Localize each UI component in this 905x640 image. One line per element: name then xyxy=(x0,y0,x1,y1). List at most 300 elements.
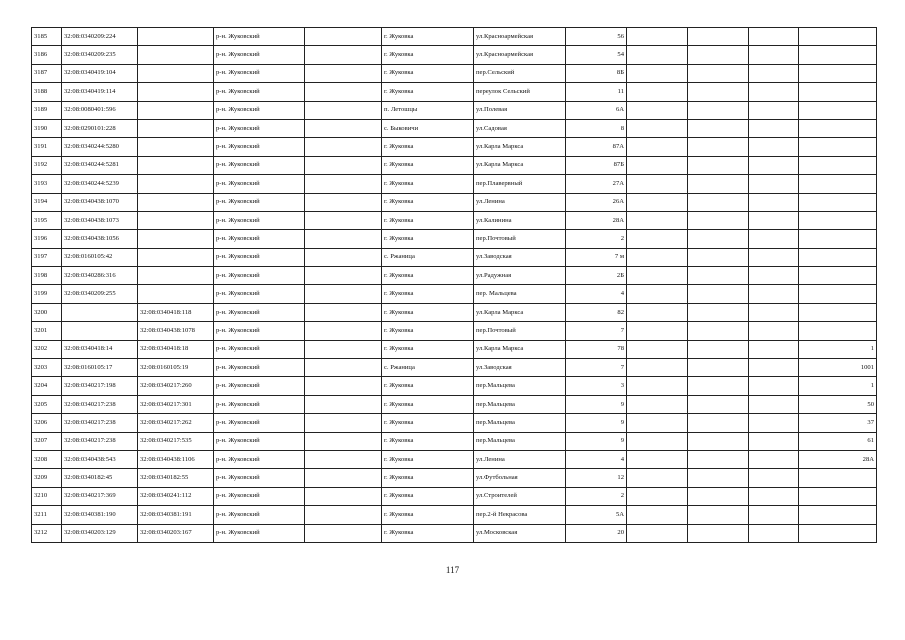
cell-blank-b xyxy=(627,211,688,229)
cell-locality: с. Быковичи xyxy=(382,119,474,137)
cell-blank-d xyxy=(749,377,799,395)
cell-street: ул.Карла Маркса xyxy=(474,340,566,358)
cell-district: р-н. Жуковский xyxy=(214,524,305,542)
cell-district: р-н. Жуковский xyxy=(214,450,305,468)
cell-blank-b xyxy=(627,469,688,487)
cell-locality: г. Жуковка xyxy=(382,506,474,524)
cell-cadastral-number xyxy=(62,322,138,340)
cell-unit-number: 1 xyxy=(799,377,877,395)
cell-blank-b xyxy=(627,377,688,395)
cell-locality: г. Жуковка xyxy=(382,414,474,432)
cell-district: р-н. Жуковский xyxy=(214,267,305,285)
cell-cadastral-number: 32:08:0340209:235 xyxy=(62,46,138,64)
cell-blank-d xyxy=(749,524,799,542)
cell-blank-a xyxy=(305,450,382,468)
cell-house-number: 87А xyxy=(566,138,627,156)
cell-district: р-н. Жуковский xyxy=(214,193,305,211)
cell-blank-b xyxy=(627,267,688,285)
cell-parent-cadastral-number xyxy=(138,101,214,119)
cell-district: р-н. Жуковский xyxy=(214,101,305,119)
cell-parent-cadastral-number: 32:08:0340381:191 xyxy=(138,506,214,524)
cell-house-number: 56 xyxy=(566,28,627,46)
table-row xyxy=(32,432,877,450)
cell-street: ул.Заводская xyxy=(474,248,566,266)
cell-blank-d xyxy=(749,193,799,211)
cell-blank-b xyxy=(627,487,688,505)
cell-locality: г. Жуковка xyxy=(382,303,474,321)
cell-parent-cadastral-number: 32:08:0340438:1106 xyxy=(138,450,214,468)
cell-blank-b xyxy=(627,138,688,156)
table-row xyxy=(32,138,877,156)
cell-blank-c xyxy=(688,119,749,137)
cell-row-number: 3199 xyxy=(32,285,62,303)
cell-locality: г. Жуковка xyxy=(382,138,474,156)
cell-district: р-н. Жуковский xyxy=(214,156,305,174)
cell-row-number: 3211 xyxy=(32,506,62,524)
cell-blank-a xyxy=(305,414,382,432)
table-row xyxy=(32,377,877,395)
cell-house-number: 5А xyxy=(566,506,627,524)
cell-locality: г. Жуковка xyxy=(382,285,474,303)
cell-blank-c xyxy=(688,211,749,229)
cell-unit-number xyxy=(799,267,877,285)
cell-street: пер.Мальцева xyxy=(474,377,566,395)
cell-row-number: 3194 xyxy=(32,193,62,211)
cell-parent-cadastral-number: 32:08:0340182:55 xyxy=(138,469,214,487)
cell-row-number: 3206 xyxy=(32,414,62,432)
cell-street: пер.Мальцева xyxy=(474,432,566,450)
cell-cadastral-number: 32:08:0340217:238 xyxy=(62,395,138,413)
cell-blank-d xyxy=(749,175,799,193)
cell-street: ул.Ленина xyxy=(474,193,566,211)
cell-house-number: 7 xyxy=(566,359,627,377)
cell-blank-a xyxy=(305,28,382,46)
cell-street: ул.Карла Маркса xyxy=(474,138,566,156)
cell-parent-cadastral-number xyxy=(138,138,214,156)
cell-cadastral-number: 32:08:0340418:14 xyxy=(62,340,138,358)
cell-street: ул.Футбольная xyxy=(474,469,566,487)
table-row xyxy=(32,524,877,542)
cell-unit-number xyxy=(799,303,877,321)
cell-blank-c xyxy=(688,138,749,156)
cell-cadastral-number: 32:08:0340286:316 xyxy=(62,267,138,285)
cell-blank-a xyxy=(305,175,382,193)
cell-district: р-н. Жуковский xyxy=(214,340,305,358)
cell-blank-d xyxy=(749,156,799,174)
cell-locality: г. Жуковка xyxy=(382,64,474,82)
cell-street: ул.Карла Маркса xyxy=(474,303,566,321)
cell-house-number: 26А xyxy=(566,193,627,211)
cell-parent-cadastral-number: 32:08:0340438:1078 xyxy=(138,322,214,340)
cell-blank-a xyxy=(305,138,382,156)
cell-unit-number: 61 xyxy=(799,432,877,450)
cell-blank-c xyxy=(688,230,749,248)
cell-row-number: 3212 xyxy=(32,524,62,542)
cell-blank-c xyxy=(688,524,749,542)
cell-district: р-н. Жуковский xyxy=(214,303,305,321)
cell-blank-b xyxy=(627,322,688,340)
cell-street: пер.Мальцева xyxy=(474,395,566,413)
cell-locality: г. Жуковка xyxy=(382,524,474,542)
cell-locality: г. Жуковка xyxy=(382,28,474,46)
cell-house-number: 27А xyxy=(566,175,627,193)
cell-unit-number xyxy=(799,175,877,193)
cell-cadastral-number: 32:08:0340438:1070 xyxy=(62,193,138,211)
cell-unit-number xyxy=(799,211,877,229)
cell-blank-d xyxy=(749,28,799,46)
cell-blank-d xyxy=(749,322,799,340)
table-row xyxy=(32,156,877,174)
cell-blank-c xyxy=(688,395,749,413)
table-row xyxy=(32,211,877,229)
cell-blank-c xyxy=(688,414,749,432)
cell-district: р-н. Жуковский xyxy=(214,248,305,266)
cell-blank-c xyxy=(688,340,749,358)
cell-unit-number xyxy=(799,285,877,303)
cell-district: р-н. Жуковский xyxy=(214,432,305,450)
cell-street: переулок Сельский xyxy=(474,83,566,101)
cell-blank-b xyxy=(627,303,688,321)
cell-blank-a xyxy=(305,340,382,358)
cell-row-number: 3187 xyxy=(32,64,62,82)
cell-cadastral-number: 32:08:0340438:1073 xyxy=(62,211,138,229)
cell-blank-c xyxy=(688,267,749,285)
cell-row-number: 3207 xyxy=(32,432,62,450)
cell-unit-number xyxy=(799,230,877,248)
cell-district: р-н. Жуковский xyxy=(214,414,305,432)
cell-blank-d xyxy=(749,138,799,156)
table-row xyxy=(32,359,877,377)
cell-district: р-н. Жуковский xyxy=(214,506,305,524)
register-table xyxy=(31,27,877,543)
cell-unit-number: 1001 xyxy=(799,359,877,377)
cell-parent-cadastral-number: 32:08:0340217:535 xyxy=(138,432,214,450)
cell-blank-d xyxy=(749,248,799,266)
cell-blank-d xyxy=(749,230,799,248)
cell-district: р-н. Жуковский xyxy=(214,46,305,64)
cell-blank-a xyxy=(305,211,382,229)
cell-unit-number xyxy=(799,83,877,101)
cell-street: ул.Красноармейская xyxy=(474,46,566,64)
cell-cadastral-number: 32:08:0340244:5281 xyxy=(62,156,138,174)
cell-cadastral-number xyxy=(62,303,138,321)
cell-house-number: 54 xyxy=(566,46,627,64)
cell-parent-cadastral-number: 32:08:0340203:167 xyxy=(138,524,214,542)
cell-blank-a xyxy=(305,64,382,82)
cell-district: р-н. Жуковский xyxy=(214,469,305,487)
cell-blank-c xyxy=(688,450,749,468)
cell-row-number: 3189 xyxy=(32,101,62,119)
table-row xyxy=(32,267,877,285)
table-row xyxy=(32,175,877,193)
cell-blank-a xyxy=(305,469,382,487)
cell-unit-number xyxy=(799,469,877,487)
cell-row-number: 3186 xyxy=(32,46,62,64)
cell-blank-b xyxy=(627,524,688,542)
cell-cadastral-number: 32:08:0340419:104 xyxy=(62,64,138,82)
cell-parent-cadastral-number xyxy=(138,64,214,82)
cell-blank-a xyxy=(305,506,382,524)
cell-parent-cadastral-number xyxy=(138,28,214,46)
cell-row-number: 3210 xyxy=(32,487,62,505)
cell-parent-cadastral-number xyxy=(138,211,214,229)
cell-row-number: 3193 xyxy=(32,175,62,193)
cell-house-number: 2 xyxy=(566,230,627,248)
cell-blank-c xyxy=(688,285,749,303)
cell-blank-c xyxy=(688,377,749,395)
cell-blank-d xyxy=(749,487,799,505)
cell-house-number: 2Б xyxy=(566,267,627,285)
cell-street: ул.Садовая xyxy=(474,119,566,137)
cell-locality: г. Жуковка xyxy=(382,175,474,193)
cell-house-number: 78 xyxy=(566,340,627,358)
cell-house-number: 28А xyxy=(566,211,627,229)
cell-cadastral-number: 32:08:0340209:255 xyxy=(62,285,138,303)
cell-unit-number: 50 xyxy=(799,395,877,413)
cell-parent-cadastral-number xyxy=(138,267,214,285)
cell-blank-a xyxy=(305,432,382,450)
cell-district: р-н. Жуковский xyxy=(214,211,305,229)
cell-blank-b xyxy=(627,119,688,137)
cell-blank-c xyxy=(688,28,749,46)
cell-cadastral-number: 32:08:0160105:17 xyxy=(62,359,138,377)
cell-blank-a xyxy=(305,119,382,137)
cell-locality: г. Жуковка xyxy=(382,432,474,450)
cell-house-number: 82 xyxy=(566,303,627,321)
cell-row-number: 3195 xyxy=(32,211,62,229)
cell-blank-b xyxy=(627,414,688,432)
cell-locality: с. Ржаница xyxy=(382,359,474,377)
cell-row-number: 3196 xyxy=(32,230,62,248)
table-row xyxy=(32,248,877,266)
cell-street: ул.Карла Маркса xyxy=(474,156,566,174)
cell-cadastral-number: 32:08:0340244:5280 xyxy=(62,138,138,156)
cell-blank-d xyxy=(749,46,799,64)
cell-district: р-н. Жуковский xyxy=(214,487,305,505)
cell-house-number: 7 xyxy=(566,322,627,340)
cell-unit-number: 37 xyxy=(799,414,877,432)
cell-blank-d xyxy=(749,285,799,303)
cell-blank-d xyxy=(749,64,799,82)
cell-row-number: 3198 xyxy=(32,267,62,285)
cell-house-number: 2 xyxy=(566,487,627,505)
cell-parent-cadastral-number: 32:08:0340217:301 xyxy=(138,395,214,413)
cell-house-number: 4 xyxy=(566,450,627,468)
cell-locality: г. Жуковка xyxy=(382,487,474,505)
register-sheet xyxy=(31,27,876,543)
cell-blank-b xyxy=(627,28,688,46)
cell-blank-b xyxy=(627,506,688,524)
table-row xyxy=(32,469,877,487)
cell-blank-a xyxy=(305,359,382,377)
cell-locality: п. Летошцы xyxy=(382,101,474,119)
cell-blank-b xyxy=(627,156,688,174)
cell-parent-cadastral-number xyxy=(138,230,214,248)
cell-blank-d xyxy=(749,303,799,321)
cell-cadastral-number: 32:08:0340203:129 xyxy=(62,524,138,542)
cell-blank-c xyxy=(688,46,749,64)
cell-parent-cadastral-number: 32:08:0340241:112 xyxy=(138,487,214,505)
cell-unit-number xyxy=(799,524,877,542)
cell-street: пер.Мальцева xyxy=(474,414,566,432)
cell-blank-b xyxy=(627,340,688,358)
cell-unit-number xyxy=(799,506,877,524)
cell-blank-b xyxy=(627,432,688,450)
cell-blank-a xyxy=(305,101,382,119)
cell-row-number: 3200 xyxy=(32,303,62,321)
cell-house-number: 4 xyxy=(566,285,627,303)
cell-cadastral-number: 32:08:0290101:228 xyxy=(62,119,138,137)
cell-street: ул.Калинина xyxy=(474,211,566,229)
cell-street: ул.Заводская xyxy=(474,359,566,377)
cell-parent-cadastral-number xyxy=(138,119,214,137)
cell-house-number: 11 xyxy=(566,83,627,101)
cell-locality: г. Жуковка xyxy=(382,377,474,395)
cell-blank-c xyxy=(688,469,749,487)
cell-locality: с. Ржаница xyxy=(382,248,474,266)
cell-blank-c xyxy=(688,248,749,266)
cell-street: ул.Московская xyxy=(474,524,566,542)
table-row xyxy=(32,101,877,119)
cell-house-number: 8 xyxy=(566,119,627,137)
cell-parent-cadastral-number xyxy=(138,46,214,64)
cell-parent-cadastral-number xyxy=(138,193,214,211)
cell-district: р-н. Жуковский xyxy=(214,138,305,156)
cell-unit-number xyxy=(799,322,877,340)
cell-blank-a xyxy=(305,303,382,321)
cell-parent-cadastral-number: 32:08:0160105:19 xyxy=(138,359,214,377)
cell-district: р-н. Жуковский xyxy=(214,377,305,395)
cell-street: пер.Почтовый xyxy=(474,230,566,248)
cell-unit-number xyxy=(799,138,877,156)
cell-locality: г. Жуковка xyxy=(382,469,474,487)
table-row xyxy=(32,395,877,413)
cell-district: р-н. Жуковский xyxy=(214,322,305,340)
cell-parent-cadastral-number: 32:08:0340418:118 xyxy=(138,303,214,321)
cell-blank-c xyxy=(688,432,749,450)
cell-cadastral-number: 32:08:0340419:114 xyxy=(62,83,138,101)
cell-blank-c xyxy=(688,359,749,377)
cell-row-number: 3192 xyxy=(32,156,62,174)
cell-blank-a xyxy=(305,395,382,413)
cell-street: ул.Строителей xyxy=(474,487,566,505)
cell-blank-d xyxy=(749,211,799,229)
cell-street: пер.Плавервный xyxy=(474,175,566,193)
cell-district: р-н. Жуковский xyxy=(214,230,305,248)
cell-blank-d xyxy=(749,267,799,285)
table-row xyxy=(32,64,877,82)
table-row xyxy=(32,119,877,137)
cell-parent-cadastral-number xyxy=(138,175,214,193)
cell-blank-c xyxy=(688,303,749,321)
cell-cadastral-number: 32:08:0340438:543 xyxy=(62,450,138,468)
cell-blank-a xyxy=(305,322,382,340)
cell-blank-c xyxy=(688,156,749,174)
cell-parent-cadastral-number xyxy=(138,83,214,101)
cell-district: р-н. Жуковский xyxy=(214,64,305,82)
register-rows xyxy=(32,28,877,543)
cell-cadastral-number: 32:08:0340217:369 xyxy=(62,487,138,505)
cell-street: пер.Сельский xyxy=(474,64,566,82)
cell-blank-c xyxy=(688,193,749,211)
cell-blank-b xyxy=(627,395,688,413)
cell-blank-a xyxy=(305,524,382,542)
cell-unit-number xyxy=(799,64,877,82)
cell-locality: г. Жуковка xyxy=(382,211,474,229)
cell-blank-a xyxy=(305,377,382,395)
cell-cadastral-number: 32:08:0160105:42 xyxy=(62,248,138,266)
cell-row-number: 3208 xyxy=(32,450,62,468)
cell-locality: г. Жуковка xyxy=(382,156,474,174)
cell-unit-number xyxy=(799,487,877,505)
cell-locality: г. Жуковка xyxy=(382,83,474,101)
cell-blank-b xyxy=(627,193,688,211)
cell-street: ул.Красноармейская xyxy=(474,28,566,46)
cell-unit-number xyxy=(799,193,877,211)
cell-street: ул.Радужная xyxy=(474,267,566,285)
cell-blank-b xyxy=(627,248,688,266)
cell-blank-b xyxy=(627,83,688,101)
cell-row-number: 3205 xyxy=(32,395,62,413)
cell-blank-d xyxy=(749,359,799,377)
cell-cadastral-number: 32:08:0340209:224 xyxy=(62,28,138,46)
cell-blank-d xyxy=(749,395,799,413)
cell-street: ул.Полевая xyxy=(474,101,566,119)
cell-unit-number xyxy=(799,46,877,64)
cell-blank-b xyxy=(627,46,688,64)
cell-locality: г. Жуковка xyxy=(382,267,474,285)
cell-row-number: 3197 xyxy=(32,248,62,266)
cell-house-number: 87Б xyxy=(566,156,627,174)
cell-house-number: 9 xyxy=(566,414,627,432)
cell-blank-b xyxy=(627,175,688,193)
cell-blank-a xyxy=(305,193,382,211)
table-row xyxy=(32,83,877,101)
cell-unit-number xyxy=(799,101,877,119)
cell-blank-b xyxy=(627,101,688,119)
cell-street: пер.2-й Некрасова xyxy=(474,506,566,524)
cell-blank-c xyxy=(688,83,749,101)
cell-row-number: 3201 xyxy=(32,322,62,340)
cell-district: р-н. Жуковский xyxy=(214,175,305,193)
cell-district: р-н. Жуковский xyxy=(214,285,305,303)
cell-row-number: 3190 xyxy=(32,119,62,137)
cell-cadastral-number: 32:08:0340217:238 xyxy=(62,414,138,432)
cell-locality: г. Жуковка xyxy=(382,322,474,340)
cell-house-number: 9 xyxy=(566,395,627,413)
cell-blank-a xyxy=(305,230,382,248)
cell-house-number: 12 xyxy=(566,469,627,487)
cell-district: р-н. Жуковский xyxy=(214,28,305,46)
page-number: 117 xyxy=(445,565,460,575)
cell-unit-number xyxy=(799,248,877,266)
table-row xyxy=(32,450,877,468)
table-row xyxy=(32,285,877,303)
cell-row-number: 3203 xyxy=(32,359,62,377)
cell-parent-cadastral-number: 32:08:0340217:262 xyxy=(138,414,214,432)
cell-cadastral-number: 32:08:0340182:45 xyxy=(62,469,138,487)
cell-house-number: 8Б xyxy=(566,64,627,82)
cell-blank-d xyxy=(749,340,799,358)
cell-street: пер. Мальцева xyxy=(474,285,566,303)
cell-cadastral-number: 32:08:0340244:5239 xyxy=(62,175,138,193)
cell-parent-cadastral-number xyxy=(138,156,214,174)
cell-cadastral-number: 32:08:0340438:1056 xyxy=(62,230,138,248)
table-row xyxy=(32,322,877,340)
cell-district: р-н. Жуковский xyxy=(214,395,305,413)
table-row xyxy=(32,46,877,64)
cell-cadastral-number: 32:08:0080401:596 xyxy=(62,101,138,119)
